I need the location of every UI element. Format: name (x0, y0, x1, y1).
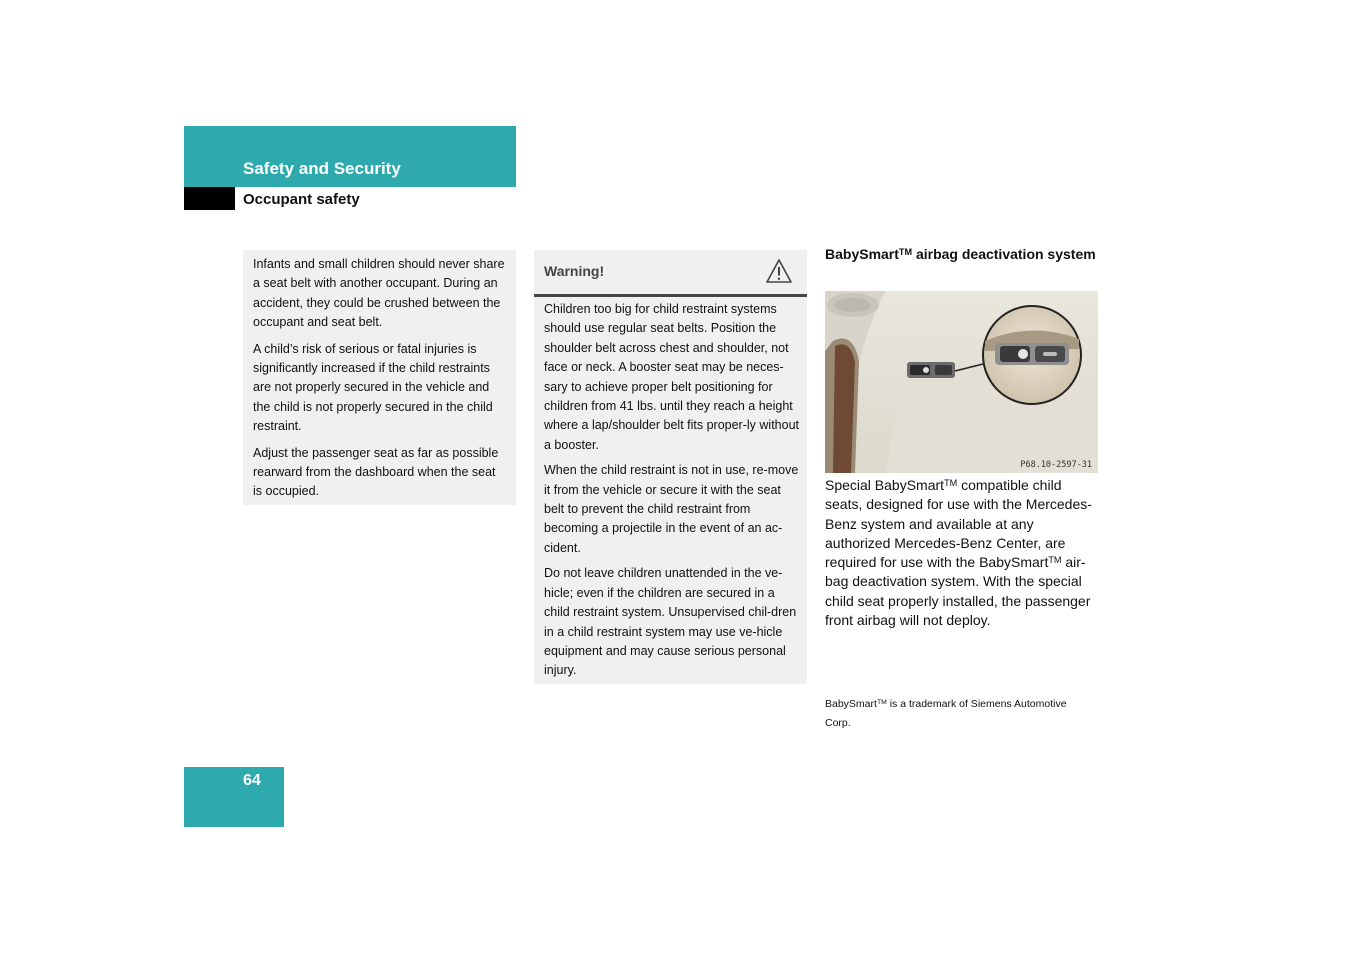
right-column-heading (825, 245, 1100, 264)
warning-label: Warning! (544, 263, 605, 279)
info-paragraph: Adjust the passenger seat as far as possible rearward from the dashboard when the seat is occupied. (253, 445, 499, 499)
warning-box (534, 250, 807, 684)
section-marker (184, 187, 235, 210)
warning-header (534, 250, 807, 297)
babysmart-switch-photo (825, 291, 1098, 473)
babysmart-heading: BabySmart™ airbag deactivation system (825, 246, 1096, 262)
warning-body (544, 300, 800, 687)
dashboard-illustration (825, 291, 1098, 473)
warning-paragraph: Do not leave children unattended in the ve-hicle; even if the children are secured in a child restraint system. Unsupervised chil-dren in a child restraint system may use ve-hicle equipment and may cause serious personal injury. (544, 566, 797, 678)
page-number: 64 (243, 772, 261, 789)
warning-triangle-icon (765, 258, 793, 284)
page-number-band (184, 767, 284, 827)
info-paragraph: Infants and small children should never share a seat belt with another occupant. During an accident, they could be crushed between the occupant and seat belt. (253, 257, 505, 330)
warning-paragraph: When the child restraint is not in use, re-move it from the vehicle or secure it with the seat belt to prevent the child restraint from becoming a projectile in the event of an ac-cident. (544, 463, 799, 555)
babysmart-description: Special BabySmart™ compatible child seats, designed for use with the Mercedes-Benz system and available at any authorized Mercedes-Benz Center, are required for use with the BabySmart™ air-bag deactivation system. With the special child seat properly installed, the passenger front airbag will not deploy. (825, 477, 1092, 629)
subsection-title: Occupant safety (243, 191, 360, 208)
info-paragraph: A child’s risk of serious or fatal injuries is significantly increased if the child restraints are not properly secured in the vehicle and the child is not properly secured in the child restraint. (253, 341, 493, 434)
warning-paragraph: Children too big for child restraint systems should use regular seat belts. Position the shoulder belt across chest and shoulder, not face or neck. A booster seat may be neces-sary to achieve proper belt positioning for children from 41 lbs. until they reach a height where a lap/shoulder belt fits proper-ly without a booster. (544, 302, 799, 452)
info-box (243, 250, 516, 505)
trademark-footnote: BabySmart™ is a trademark of Siemens Automotive Corp. (825, 698, 1067, 729)
section-title: Safety and Security (243, 159, 401, 178)
photo-caption: P68.10-2597-31 (1020, 460, 1092, 470)
